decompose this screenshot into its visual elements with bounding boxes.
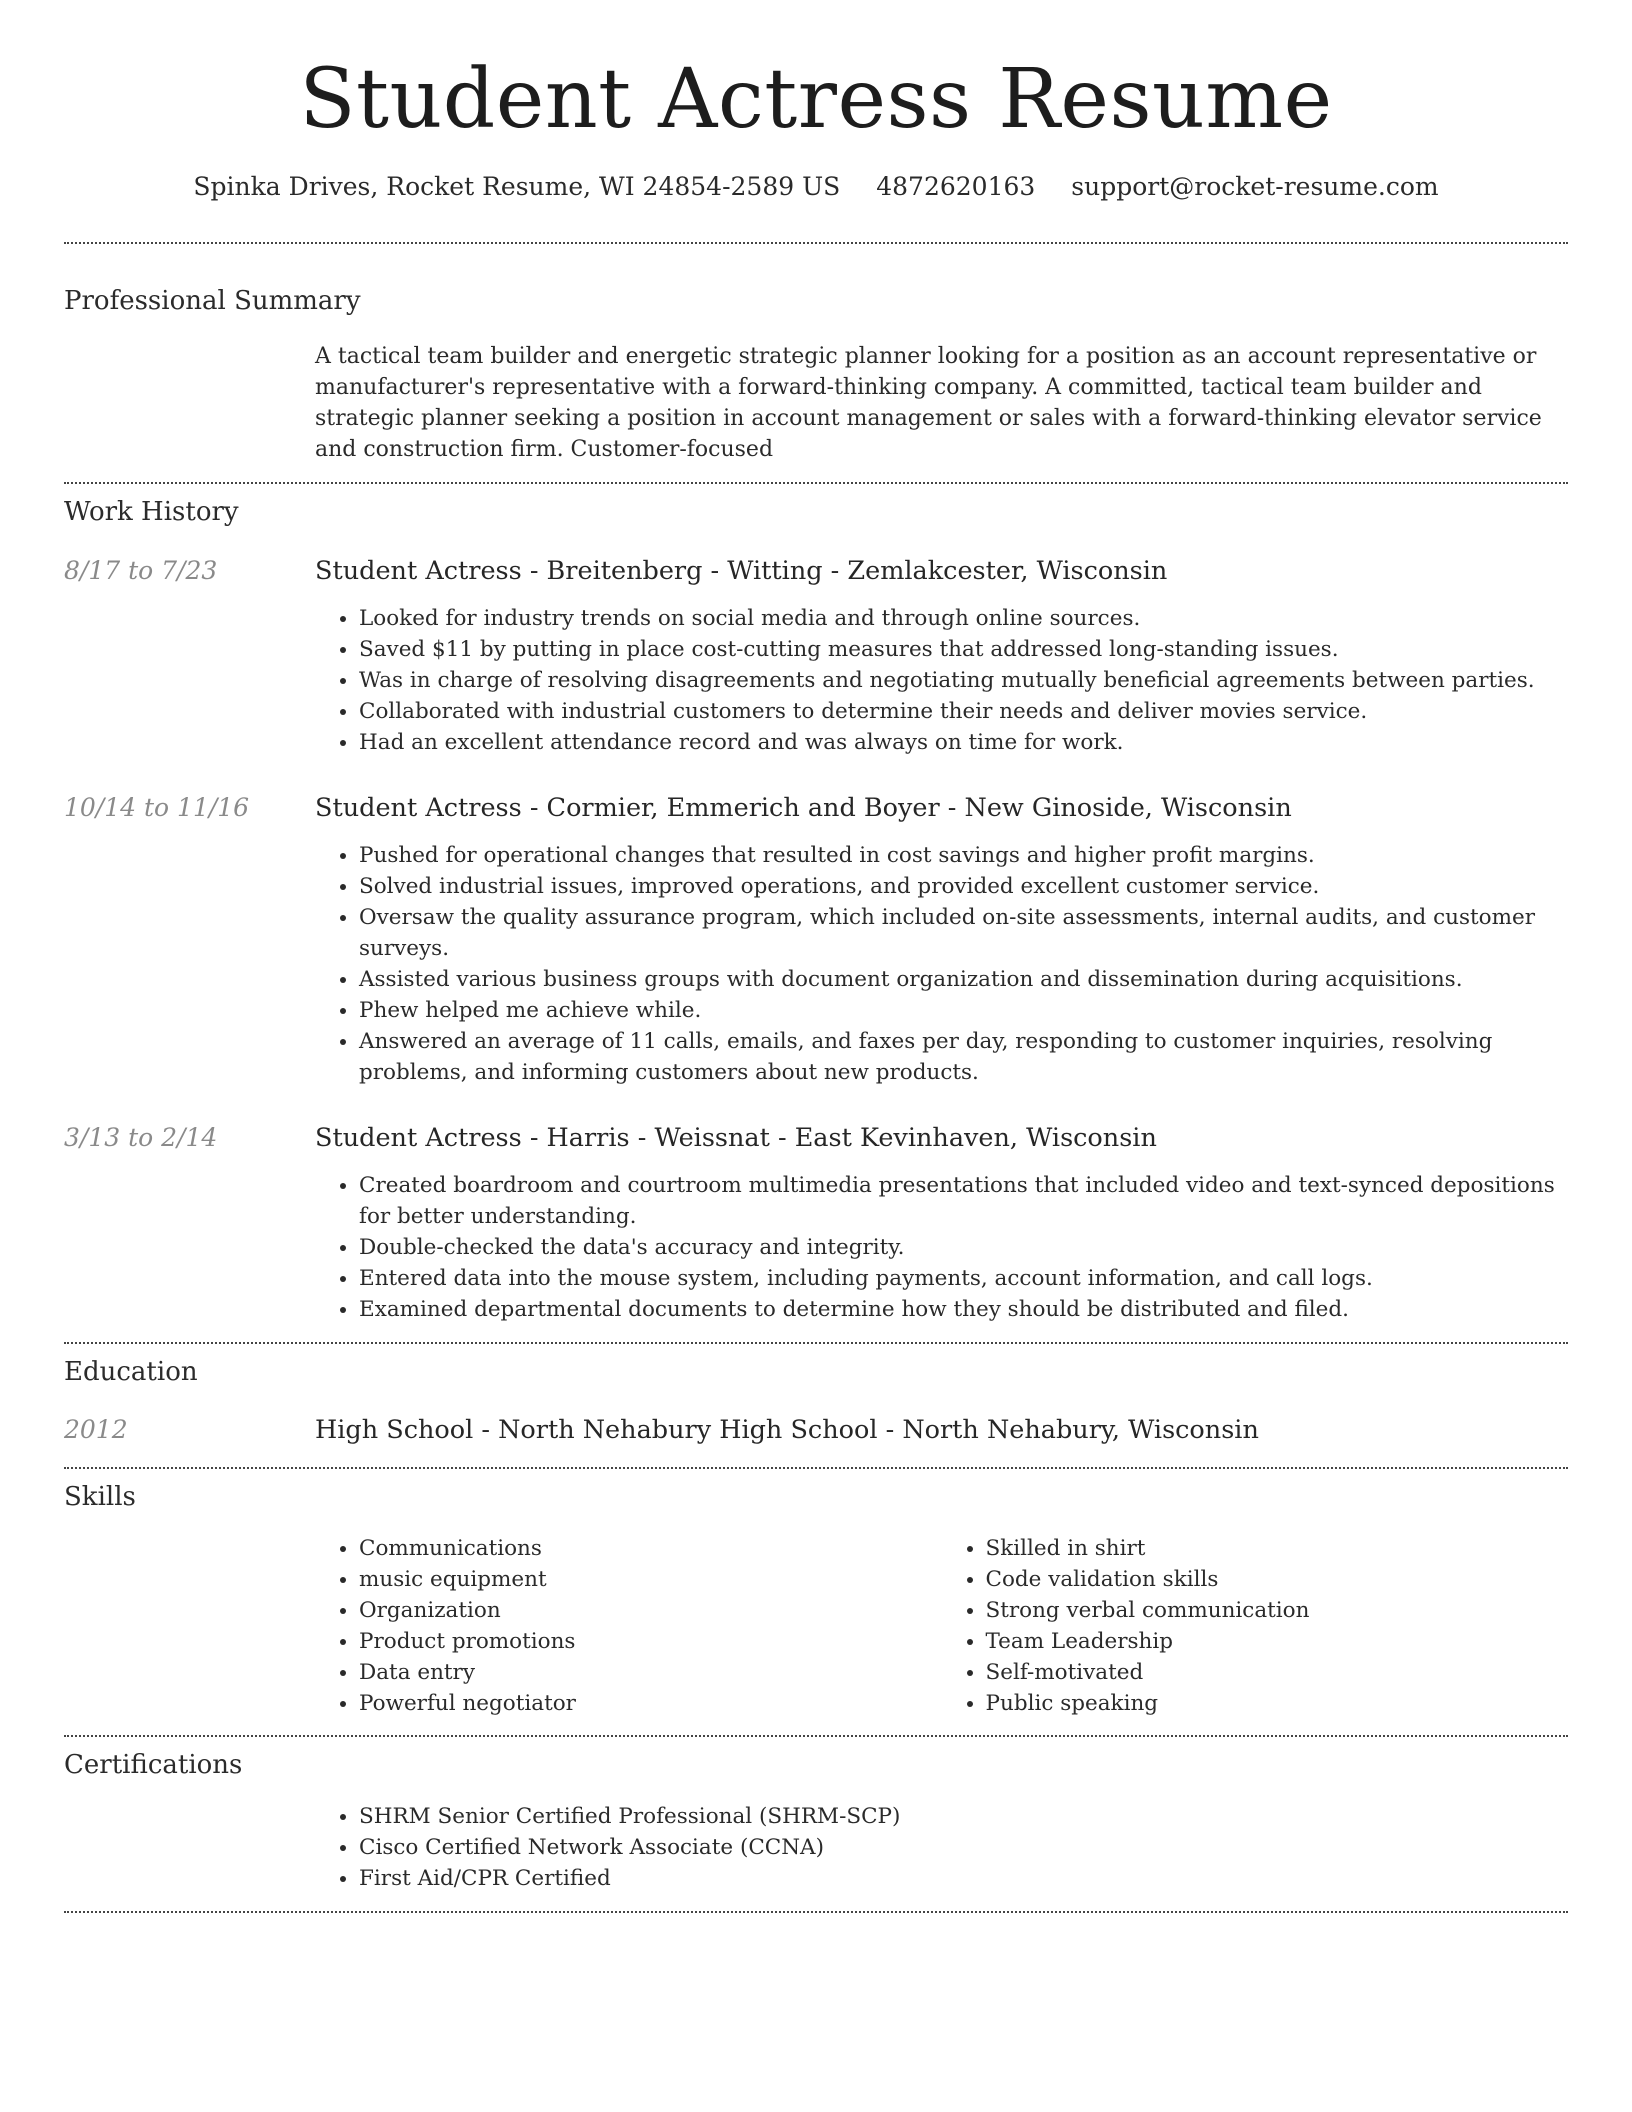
section-divider [64, 1735, 1568, 1737]
list-item: • Double-checked the data's accuracy and integrity. [359, 1232, 1568, 1263]
list-item: • Self-motivated [986, 1657, 1569, 1688]
list-item: • Created boardroom and courtroom multimedia presentations that included video and text-synced depositions for better understanding. [359, 1170, 1568, 1232]
job-title: Student Actress - Breitenberg - Witting - Zemlakcester, Wisconsin [315, 556, 1168, 586]
list-item: • Assisted various business groups with document organization and dissemination during acquisitions. [359, 964, 1568, 995]
job-dates: 3/13 to 2/14 [64, 1123, 218, 1152]
list-item: • Pushed for operational changes that resulted in cost savings and higher profit margins. [359, 840, 1568, 871]
list-item: • Strong verbal communication [986, 1595, 1569, 1626]
list-item: • Oversaw the quality assurance program, which included on-site assessments, internal audits, and customer surveys. [359, 902, 1568, 964]
job-title: Student Actress - Cormier, Emmerich and Boyer - New Ginoside, Wisconsin [315, 793, 1292, 823]
list-item: • Phew helped me achieve while. [359, 995, 1568, 1026]
list-item: • Organization [359, 1595, 942, 1626]
education-year: 2012 [64, 1415, 128, 1444]
list-item: • Product promotions [359, 1626, 942, 1657]
job-title: Student Actress - Harris - Weissnat - East Kevinhaven, Wisconsin [315, 1123, 1157, 1153]
job-dates: 10/14 to 11/16 [64, 793, 250, 822]
section-heading-education: Education [64, 1357, 198, 1387]
skills-column-left [315, 1533, 942, 1719]
education-title: High School - North Nehabury High School - North Nehabury, Wisconsin [315, 1415, 1259, 1445]
list-item: • Powerful negotiator [359, 1688, 942, 1719]
resume-page [64, 0, 1568, 1913]
job-bullets [315, 603, 1568, 758]
list-item: • Cisco Certified Network Associate (CCNA) [359, 1832, 1568, 1863]
job-bullets [315, 1170, 1568, 1325]
list-item: • music equipment [359, 1564, 942, 1595]
skills-column-right [942, 1533, 1569, 1719]
list-item: • SHRM Senior Certified Professional (SHRM-SCP) [359, 1801, 1568, 1832]
skills-list [315, 1533, 1568, 1719]
section-divider [64, 1467, 1568, 1469]
list-item: • Looked for industry trends on social media and through online sources. [359, 603, 1568, 634]
section-heading-certifications: Certifications [64, 1750, 243, 1780]
list-item: • First Aid/CPR Certified [359, 1863, 1568, 1894]
section-heading-skills: Skills [64, 1482, 136, 1512]
contact-email: support@rocket-resume.com [1071, 172, 1439, 201]
list-item: • Code validation skills [986, 1564, 1569, 1595]
list-item: • Was in charge of resolving disagreements and negotiating mutually beneficial agreements between parties. [359, 665, 1568, 696]
list-item: • Communications [359, 1533, 942, 1564]
contact-line [64, 170, 1568, 204]
job-entry [64, 1121, 1568, 1325]
certifications-list [315, 1801, 1568, 1894]
list-item: • Skilled in shirt [986, 1533, 1569, 1564]
list-item: • Answered an average of 11 calls, emails, and faxes per day, responding to customer inquiries, resolving problems, and informing customers about new products. [359, 1026, 1568, 1088]
resume-title: Student Actress Resume [299, 52, 1333, 147]
summary-text: A tactical team builder and energetic strategic planner looking for a position as an account representative or manufacturer's representative with a forward-thinking company. A committed, tactical team builder and strategic planner seeking a position in account management or sales with a forward-thinking elevator service and construction firm. Customer-focused [315, 344, 1542, 462]
list-item: • Team Leadership [986, 1626, 1569, 1657]
job-entry [64, 554, 1568, 758]
job-dates: 8/17 to 7/23 [64, 556, 218, 585]
contact-phone: 4872620163 [876, 172, 1036, 201]
job-bullets [315, 840, 1568, 1088]
section-divider [64, 242, 1568, 244]
list-item: • Data entry [359, 1657, 942, 1688]
list-item: • Saved $11 by putting in place cost-cutting measures that addressed long-standing issues. [359, 634, 1568, 665]
list-item: • Solved industrial issues, improved operations, and provided excellent customer service. [359, 871, 1568, 902]
section-divider [64, 1342, 1568, 1344]
list-item: • Examined departmental documents to determine how they should be distributed and filed. [359, 1294, 1568, 1325]
section-divider [64, 1911, 1568, 1913]
section-heading-summary: Professional Summary [64, 286, 361, 316]
education-entry [64, 1413, 1568, 1447]
contact-address: Spinka Drives, Rocket Resume, WI 24854-2589 US [193, 172, 841, 201]
list-item: • Entered data into the mouse system, including payments, account information, and call logs. [359, 1263, 1568, 1294]
job-entry [64, 791, 1568, 1088]
list-item: • Had an excellent attendance record and was always on time for work. [359, 727, 1568, 758]
section-divider [64, 482, 1568, 484]
list-item: • Public speaking [986, 1688, 1569, 1719]
section-heading-work: Work History [64, 497, 239, 527]
list-item: • Collaborated with industrial customers to determine their needs and deliver movies service. [359, 696, 1568, 727]
